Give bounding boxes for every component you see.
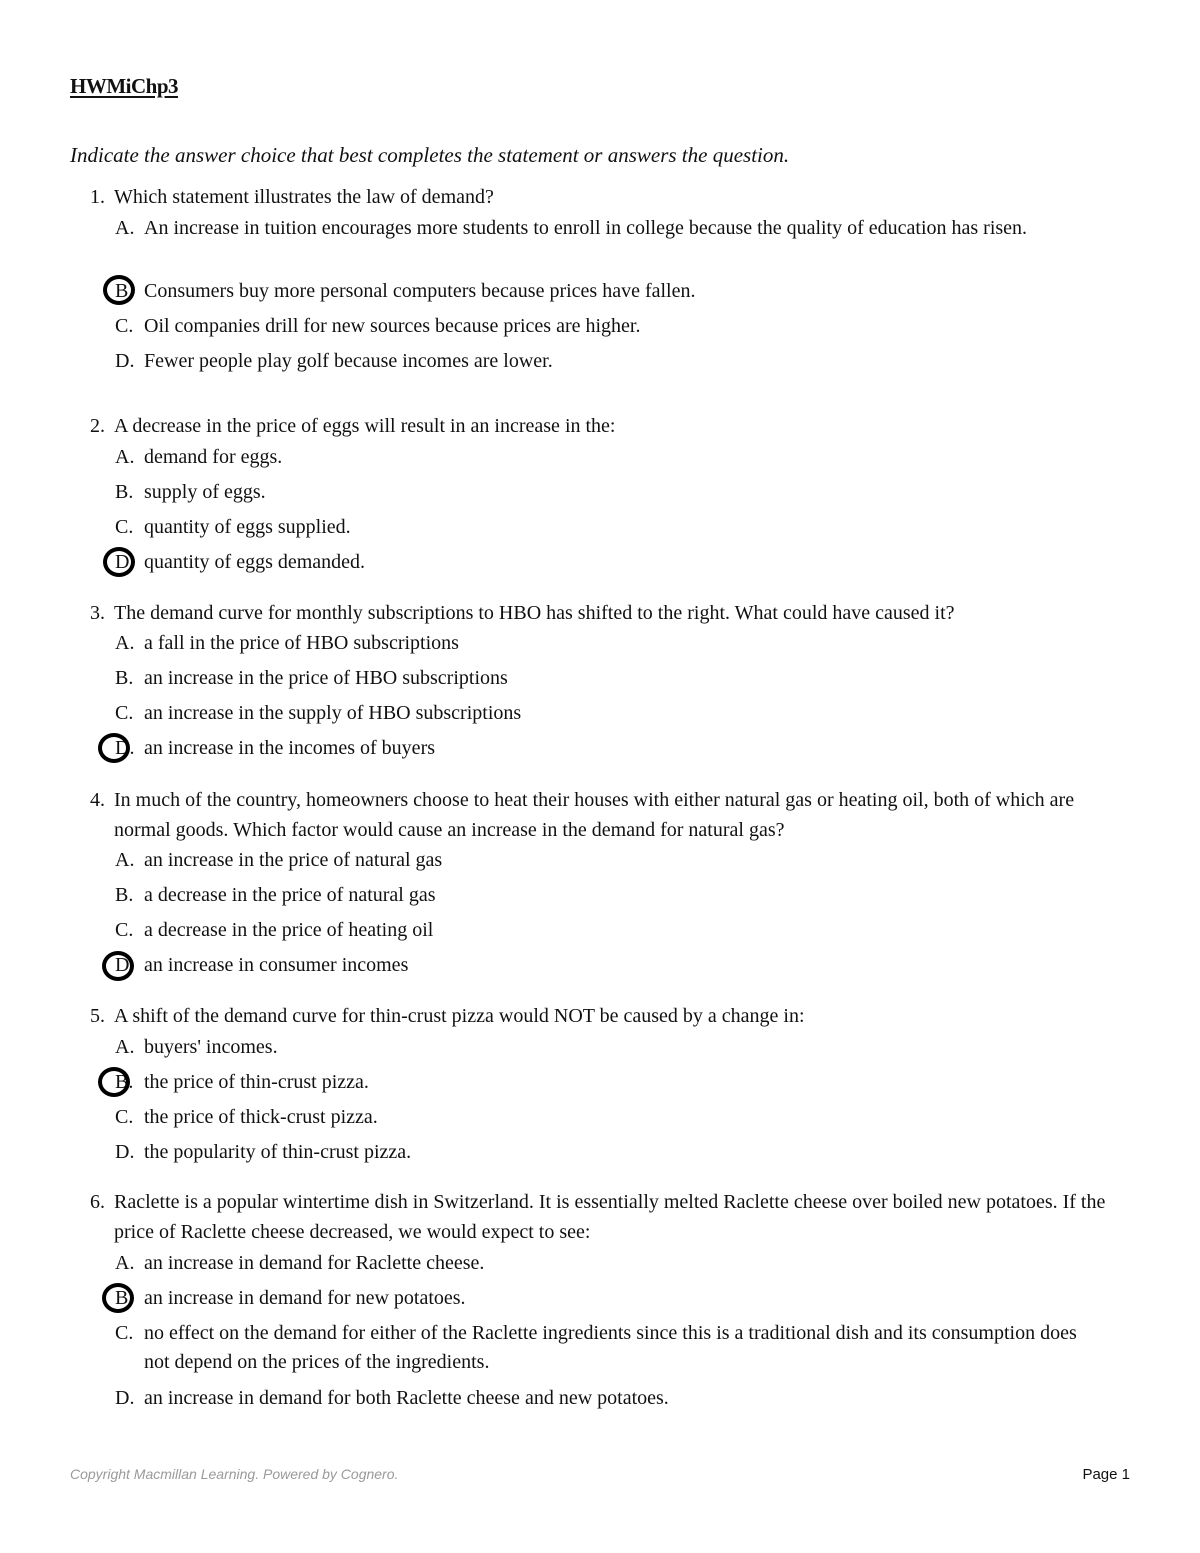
- answer-choice-b: [115, 277, 1105, 306]
- choice-text: the price of thick-crust pizza.: [144, 1106, 378, 1128]
- choice-text: no effect on the demand for either of the Raclette ingredients since this is a traditional dish and its consumption does not depend on the prices of the ingredients.: [144, 1322, 1077, 1373]
- choice-text: quantity of eggs supplied.: [144, 516, 351, 538]
- choice-letter: C.: [115, 702, 134, 724]
- question-text: A shift of the demand curve for thin-crust pizza would NOT be caused by a change in:: [114, 1005, 805, 1027]
- choice-letter: C.: [115, 516, 134, 538]
- question-number: 6.: [90, 1191, 105, 1213]
- question-number: 3.: [90, 602, 105, 624]
- choice-text: an increase in the price of HBO subscriptions: [144, 667, 508, 689]
- choice-letter: C.: [115, 315, 134, 337]
- answer-choice-a: [115, 443, 1105, 472]
- choice-letter: A.: [115, 632, 135, 654]
- question-number: 2.: [90, 415, 105, 437]
- choice-letter: A.: [115, 446, 135, 468]
- question-number: 4.: [90, 789, 105, 811]
- choice-letter: D.: [115, 350, 135, 372]
- choice-letter: D.: [115, 737, 135, 759]
- choice-letter: A.: [115, 849, 135, 871]
- answer-choice-d: [115, 1384, 1105, 1413]
- choice-text: An increase in tuition encourages more students to enroll in college because the quality of education has risen.: [144, 217, 1028, 239]
- question-text: Raclette is a popular wintertime dish in Switzerland. It is essentially melted Raclette cheese over boiled new potatoes. If the price of Raclette cheese decreased, we would expect to see:: [114, 1191, 1106, 1243]
- answer-choice-a: [115, 629, 1105, 658]
- answer-choice-b: [115, 881, 1105, 910]
- answer-choice-d: [115, 548, 1105, 577]
- choice-letter: B.: [115, 481, 134, 503]
- answer-choice-c: [115, 916, 1105, 945]
- choice-text: a fall in the price of HBO subscriptions: [144, 632, 459, 654]
- answer-choice-b: [115, 478, 1105, 507]
- choice-letter: B.: [115, 1287, 134, 1309]
- document-title: HWMiChp3: [70, 74, 179, 98]
- copyright-footer: Copyright Macmillan Learning. Powered by Cognero.: [70, 1466, 399, 1482]
- choice-text: supply of eggs.: [144, 481, 266, 503]
- choice-letter: A.: [115, 1252, 135, 1274]
- answer-choice-d: [115, 1138, 1105, 1167]
- choice-text: Oil companies drill for new sources because prices are higher.: [144, 315, 641, 337]
- answer-choice-b: [115, 664, 1105, 693]
- choice-letter: A.: [115, 217, 135, 239]
- choice-text: an increase in demand for new potatoes.: [144, 1287, 466, 1309]
- answer-circle-mark: [98, 733, 130, 763]
- choice-text: an increase in consumer incomes: [144, 954, 409, 976]
- answer-choice-d: [115, 734, 1105, 763]
- answer-choice-b: [115, 1068, 1105, 1097]
- answer-choice-a: [115, 214, 1105, 243]
- answer-choice-c: [115, 699, 1105, 728]
- answer-choice-a: [115, 846, 1105, 875]
- answer-choice-d: [115, 347, 1105, 376]
- choice-text: an increase in demand for Raclette cheese.: [144, 1252, 485, 1274]
- choice-text: the popularity of thin-crust pizza.: [144, 1141, 412, 1163]
- choice-letter: B.: [115, 667, 134, 689]
- choice-text: a decrease in the price of natural gas: [144, 884, 436, 906]
- answer-circle-mark: [98, 1067, 130, 1097]
- instructions: Indicate the answer choice that best completes the statement or answers the question.: [70, 143, 790, 167]
- answer-choice-c: [115, 312, 1105, 341]
- choice-letter: D.: [115, 954, 135, 976]
- answer-choice-a: [115, 1249, 1105, 1278]
- answer-choice-b: [115, 1284, 1105, 1313]
- choice-letter: B.: [115, 884, 134, 906]
- question-text: A decrease in the price of eggs will result in an increase in the:: [114, 415, 616, 437]
- answer-choice-d: [115, 951, 1105, 980]
- choice-letter: B.: [115, 1071, 134, 1093]
- question-4: [90, 785, 1110, 976]
- choice-text: Consumers buy more personal computers because prices have fallen.: [144, 280, 696, 302]
- choice-text: an increase in the price of natural gas: [144, 849, 443, 871]
- choice-text: an increase in the incomes of buyers: [144, 737, 436, 759]
- question-1: [90, 182, 1110, 372]
- choice-text: a decrease in the price of heating oil: [144, 919, 434, 941]
- choice-text: an increase in the supply of HBO subscriptions: [144, 702, 522, 724]
- answer-choice-c: [115, 513, 1105, 542]
- choice-letter: D.: [115, 1387, 135, 1409]
- question-text: The demand curve for monthly subscriptions to HBO has shifted to the right. What could have caused it?: [114, 602, 955, 624]
- question-text: In much of the country, homeowners choose to heat their houses with either natural gas or heating oil, both of which are normal goods. Which factor would cause an increase in the demand for natural gas?: [114, 789, 1075, 841]
- question-5: [90, 1001, 1110, 1163]
- answer-circle-mark: [103, 275, 135, 305]
- question-number: 1.: [90, 186, 105, 208]
- question-3: [90, 598, 1110, 759]
- answer-choice-c: [115, 1103, 1105, 1132]
- answer-choice-c: [115, 1319, 1105, 1377]
- choice-letter: D.: [115, 551, 135, 573]
- question-6: [90, 1187, 1110, 1409]
- answer-circle-mark: [103, 547, 135, 577]
- choice-text: an increase in demand for both Raclette cheese and new potatoes.: [144, 1387, 669, 1409]
- choice-letter: B.: [115, 280, 134, 302]
- choice-letter: C.: [115, 1106, 134, 1128]
- page-number: Page 1: [1082, 1466, 1130, 1483]
- question-number: 5.: [90, 1005, 105, 1027]
- choice-text: the price of thin-crust pizza.: [144, 1071, 369, 1093]
- question-text: Which statement illustrates the law of demand?: [114, 186, 494, 208]
- choice-letter: C.: [115, 1322, 134, 1344]
- choice-text: demand for eggs.: [144, 446, 283, 468]
- choice-text: Fewer people play golf because incomes are lower.: [144, 350, 553, 372]
- answer-circle-mark: [102, 951, 134, 981]
- question-2: [90, 411, 1110, 573]
- choice-letter: D.: [115, 1141, 135, 1163]
- choice-text: buyers' incomes.: [144, 1036, 278, 1058]
- choice-letter: A.: [115, 1036, 135, 1058]
- answer-circle-mark: [102, 1283, 134, 1313]
- choice-letter: C.: [115, 919, 134, 941]
- answer-choice-a: [115, 1033, 1105, 1062]
- choice-text: quantity of eggs demanded.: [144, 551, 366, 573]
